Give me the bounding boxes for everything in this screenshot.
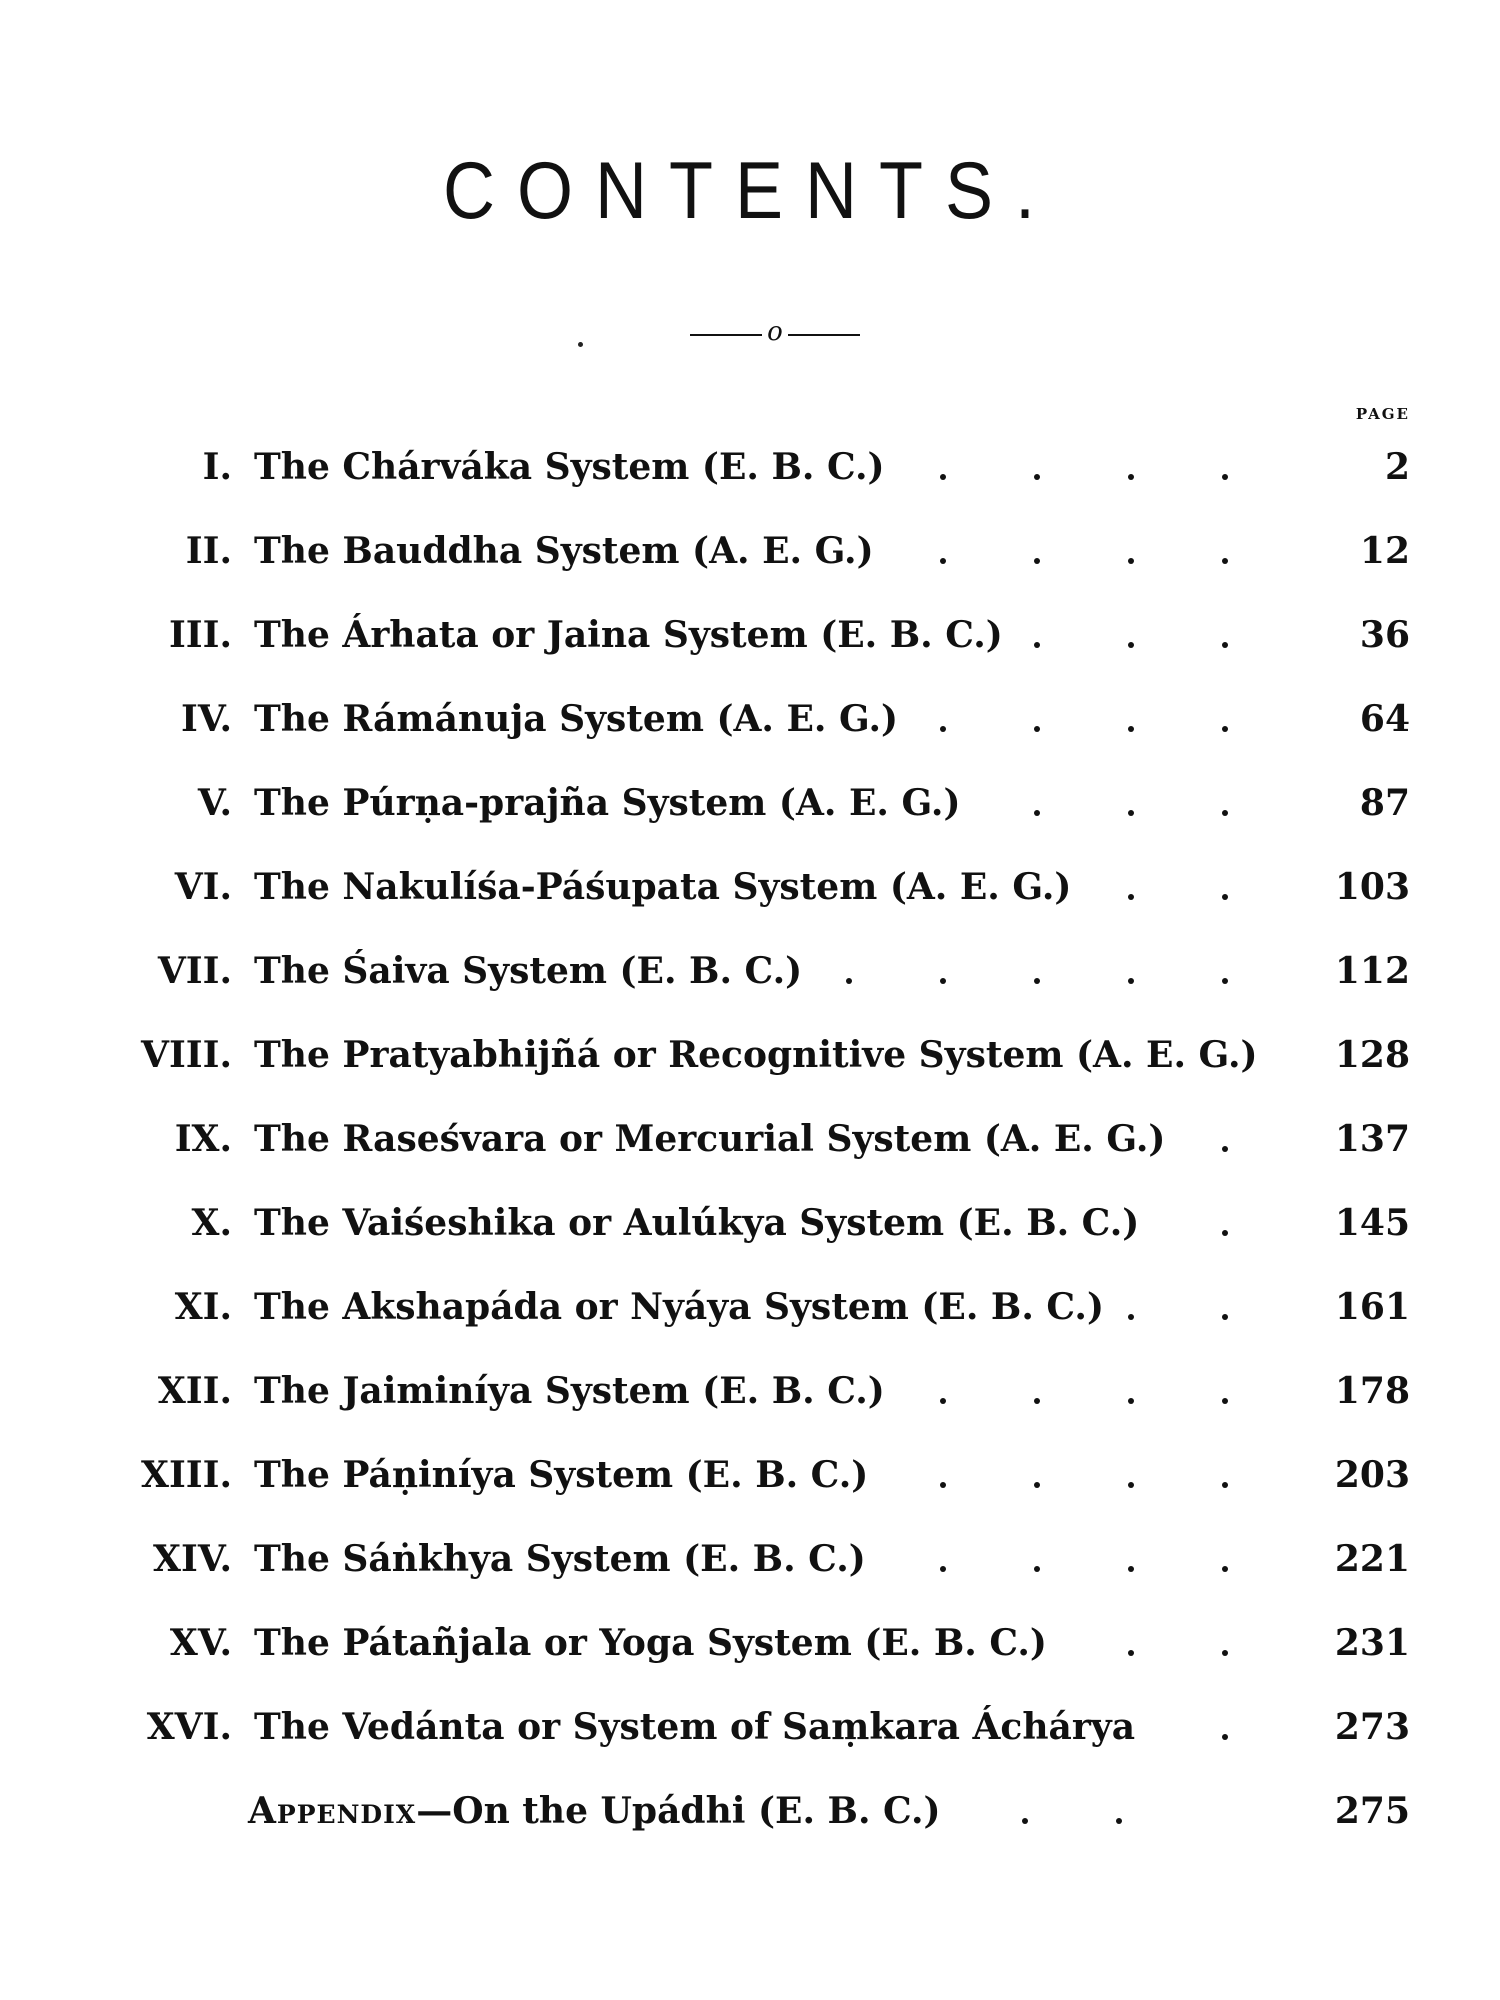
chapter-title-text: The Akshapáda or Nyáya System (E. B. C.) bbox=[254, 1286, 1104, 1328]
leader-dot bbox=[1222, 1398, 1228, 1404]
appendix-label: Appendix bbox=[248, 1790, 417, 1832]
rule-line-right bbox=[788, 334, 860, 336]
leader-dots bbox=[0, 845, 1500, 929]
chapter-number: IX. bbox=[174, 1118, 232, 1160]
page-number: 275 bbox=[1334, 1790, 1410, 1832]
chapter-title-text: The Jaiminíya System (E. B. C.) bbox=[254, 1370, 885, 1412]
page-number: 12 bbox=[1359, 530, 1410, 572]
leader-dot bbox=[1128, 1650, 1134, 1656]
chapter-number: XIII. bbox=[141, 1454, 232, 1496]
leader-dot bbox=[1034, 1482, 1040, 1488]
chapter-title-text: The Púrṇa-prajña System (A. E. G.) bbox=[254, 782, 961, 824]
leader-dot bbox=[1222, 1566, 1228, 1572]
chapter-number: IV. bbox=[180, 698, 232, 740]
toc-entry bbox=[0, 1433, 1500, 1517]
page-number: 2 bbox=[1384, 446, 1410, 488]
leader-dot bbox=[1034, 726, 1040, 732]
page-column-label: PAGE bbox=[1355, 405, 1410, 423]
page-number: 36 bbox=[1359, 614, 1410, 656]
print-speck bbox=[578, 342, 583, 347]
page-number: 112 bbox=[1334, 950, 1410, 992]
leader-dot bbox=[940, 726, 946, 732]
chapter-title-text: —On the Upádhi (E. B. C.) bbox=[416, 1790, 941, 1832]
chapter-number: XII. bbox=[157, 1370, 232, 1412]
leader-dot bbox=[1034, 558, 1040, 564]
leader-dot bbox=[1128, 642, 1134, 648]
chapter-number: VII. bbox=[157, 950, 232, 992]
leader-dot bbox=[1034, 474, 1040, 480]
leader-dots bbox=[0, 1097, 1500, 1181]
chapter-number: III. bbox=[168, 614, 232, 656]
page-number: 137 bbox=[1334, 1118, 1410, 1160]
chapter-title-text: The Śaiva System (E. B. C.) bbox=[254, 950, 803, 992]
leader-dots bbox=[0, 1769, 1500, 1853]
chapter-title-text: The Pátañjala or Yoga System (E. B. C.) bbox=[254, 1622, 1047, 1664]
page-number: 178 bbox=[1334, 1370, 1410, 1412]
leader-dot bbox=[1034, 1398, 1040, 1404]
leader-dots bbox=[0, 593, 1500, 677]
chapter-title-text: The Chárváka System (E. B. C.) bbox=[254, 446, 885, 488]
page-heading: CONTENTS. bbox=[442, 146, 1057, 236]
chapter-title-text: The Páṇiníya System (E. B. C.) bbox=[254, 1454, 869, 1496]
toc-entry bbox=[0, 1097, 1500, 1181]
toc-entry bbox=[0, 1601, 1500, 1685]
chapter-title-text: The Raseśvara or Mercurial System (A. E. G.) bbox=[254, 1118, 1166, 1160]
rule-line-left bbox=[690, 334, 762, 336]
toc-entry bbox=[0, 1349, 1500, 1433]
leader-dot bbox=[1128, 1314, 1134, 1320]
chapter-title-text: The Sáṅkhya System (E. B. C.) bbox=[254, 1538, 866, 1580]
leader-dot bbox=[846, 978, 852, 984]
chapter-number: VI. bbox=[174, 866, 232, 908]
leader-dot bbox=[1128, 1398, 1134, 1404]
leader-dots bbox=[0, 929, 1500, 1013]
toc-entry bbox=[0, 845, 1500, 929]
toc-entry bbox=[0, 1265, 1500, 1349]
leader-dot bbox=[1222, 642, 1228, 648]
page-number: 273 bbox=[1334, 1706, 1410, 1748]
leader-dot bbox=[1022, 1818, 1028, 1824]
toc-entry bbox=[0, 1517, 1500, 1601]
chapter-number: XI. bbox=[174, 1286, 232, 1328]
page-number: 161 bbox=[1334, 1286, 1410, 1328]
page-number: 128 bbox=[1334, 1034, 1410, 1076]
toc-entry bbox=[0, 425, 1500, 509]
leader-dot bbox=[940, 1566, 946, 1572]
chapter-title-text: The Vaiśeshika or Aulúkya System (E. B. C.) bbox=[254, 1202, 1140, 1244]
leader-dots bbox=[0, 509, 1500, 593]
chapter-number: VIII. bbox=[141, 1034, 232, 1076]
leader-dot bbox=[1222, 1230, 1228, 1236]
page-number: 64 bbox=[1359, 698, 1410, 740]
leader-dots bbox=[0, 1349, 1500, 1433]
chapter-title-text: The Rámánuja System (A. E. G.) bbox=[254, 698, 899, 740]
leader-dot bbox=[1222, 1146, 1228, 1152]
leader-dots bbox=[0, 677, 1500, 761]
chapter-number: I. bbox=[202, 446, 232, 488]
page-number: 87 bbox=[1359, 782, 1410, 824]
leader-dot bbox=[1128, 894, 1134, 900]
toc-entry bbox=[0, 509, 1500, 593]
leader-dots bbox=[0, 1013, 1500, 1097]
leader-dot bbox=[1222, 1314, 1228, 1320]
leader-dot bbox=[1222, 810, 1228, 816]
chapter-number: XIV. bbox=[153, 1538, 232, 1580]
chapter-title-text: The Árhata or Jaina System (E. B. C.) bbox=[254, 614, 1003, 656]
chapter-title-text: The Vedánta or System of Saṃkara Áchárya bbox=[254, 1706, 1136, 1748]
leader-dot bbox=[1222, 558, 1228, 564]
leader-dot bbox=[1116, 1818, 1122, 1824]
leader-dot bbox=[1128, 978, 1134, 984]
leader-dot bbox=[1222, 726, 1228, 732]
chapter-number: XV. bbox=[169, 1622, 232, 1664]
page-number: 221 bbox=[1334, 1538, 1410, 1580]
leader-dot bbox=[1222, 1734, 1228, 1740]
leader-dots bbox=[0, 1685, 1500, 1769]
leader-dot bbox=[1128, 726, 1134, 732]
leader-dot bbox=[1034, 978, 1040, 984]
chapter-title-text: The Bauddha System (A. E. G.) bbox=[254, 530, 874, 572]
toc-entry bbox=[0, 677, 1500, 761]
toc-entry bbox=[0, 1685, 1500, 1769]
leader-dot bbox=[1222, 474, 1228, 480]
chapter-title-text: The Pratyabhijñá or Recognitive System (A. E. G.) bbox=[254, 1034, 1258, 1076]
leader-dot bbox=[1222, 1482, 1228, 1488]
rule-ornament: o bbox=[767, 317, 783, 347]
toc-entry bbox=[0, 1181, 1500, 1265]
leader-dot bbox=[1128, 1482, 1134, 1488]
toc-entry bbox=[0, 593, 1500, 677]
leader-dot bbox=[940, 1482, 946, 1488]
leader-dot bbox=[1222, 978, 1228, 984]
leader-dot bbox=[940, 978, 946, 984]
page-number: 103 bbox=[1334, 866, 1410, 908]
page-number: 203 bbox=[1334, 1454, 1410, 1496]
leader-dots bbox=[0, 1601, 1500, 1685]
page-number: 231 bbox=[1334, 1622, 1410, 1664]
chapter-number: V. bbox=[197, 782, 232, 824]
leader-dots bbox=[0, 761, 1500, 845]
leader-dot bbox=[940, 558, 946, 564]
page-number: 145 bbox=[1334, 1202, 1410, 1244]
chapter-number: II. bbox=[185, 530, 232, 572]
toc-entry bbox=[0, 929, 1500, 1013]
leader-dot bbox=[940, 474, 946, 480]
leader-dot bbox=[1128, 474, 1134, 480]
leader-dot bbox=[1128, 810, 1134, 816]
leader-dot bbox=[1222, 1650, 1228, 1656]
leader-dot bbox=[940, 1398, 946, 1404]
leader-dots bbox=[0, 425, 1500, 509]
leader-dot bbox=[1034, 810, 1040, 816]
toc-entry bbox=[0, 761, 1500, 845]
leader-dot bbox=[1034, 642, 1040, 648]
toc-entry bbox=[0, 1013, 1500, 1097]
leader-dots bbox=[0, 1181, 1500, 1265]
leader-dot bbox=[1128, 558, 1134, 564]
chapter-number: X. bbox=[191, 1202, 232, 1244]
leader-dots bbox=[0, 1517, 1500, 1601]
chapter-number: XVI. bbox=[146, 1706, 232, 1748]
leader-dots bbox=[0, 1265, 1500, 1349]
ornamental-rule bbox=[690, 317, 860, 347]
leader-dot bbox=[1034, 1566, 1040, 1572]
leader-dot bbox=[1128, 1566, 1134, 1572]
leader-dots bbox=[0, 1433, 1500, 1517]
toc-entry bbox=[0, 1769, 1500, 1853]
chapter-title-text: The Nakulíśa-Páśupata System (A. E. G.) bbox=[254, 866, 1072, 908]
leader-dot bbox=[1222, 894, 1228, 900]
